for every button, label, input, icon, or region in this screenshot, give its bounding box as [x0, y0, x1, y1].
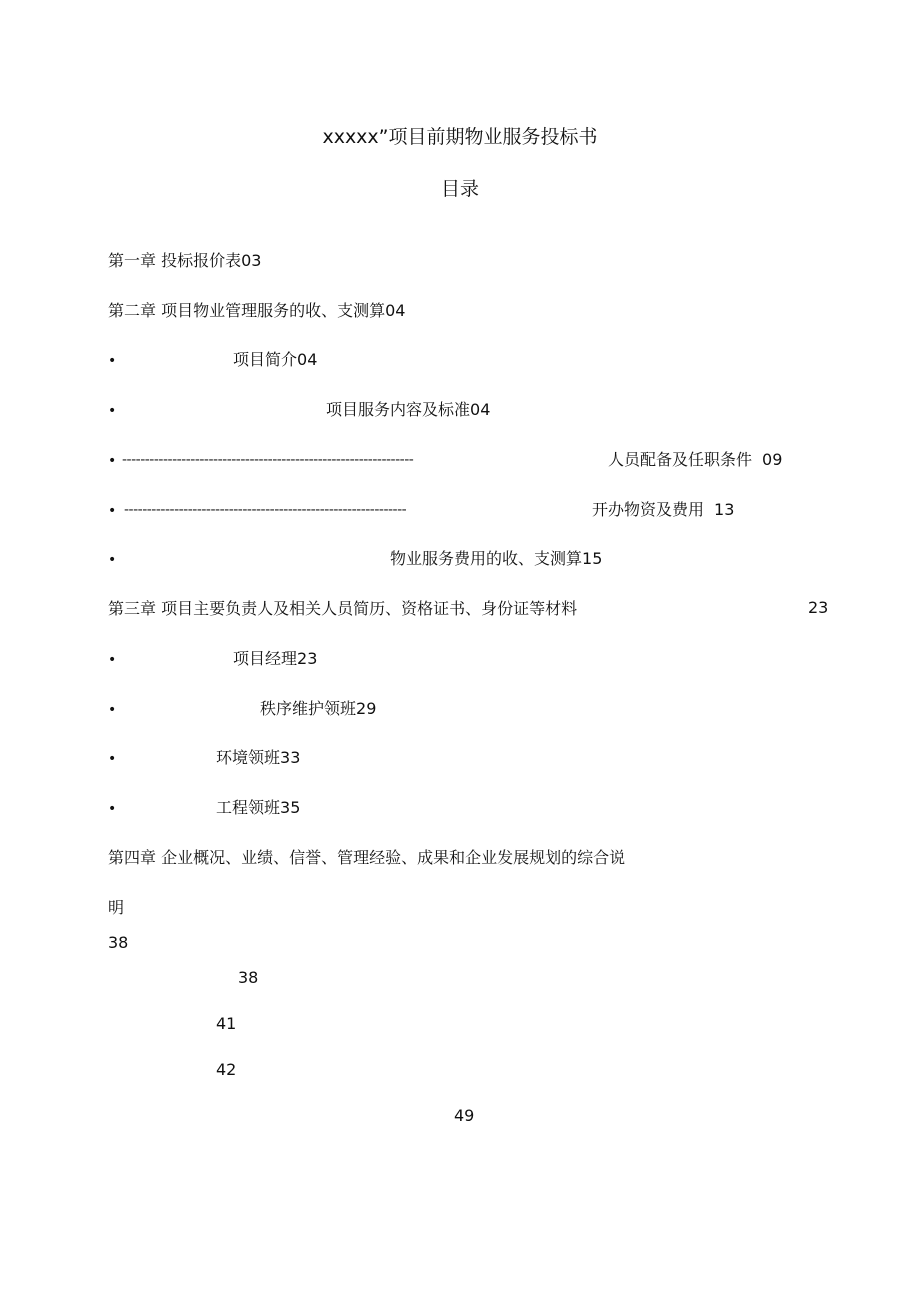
toc-item-page: 04 [470, 400, 491, 419]
toc-item-label: 项目服务内容及标准 [326, 400, 471, 419]
toc-entry-page: 04 [385, 301, 406, 320]
toc-item-label: 项目简介 [233, 350, 298, 369]
toc-entry-ch1[interactable] [108, 253, 261, 269]
list-bullet: • [108, 801, 117, 817]
toc-entry-page: 38 [108, 933, 129, 952]
toc-entry-label: 第一章 投标报价表 [108, 251, 242, 270]
list-bullet: • [108, 503, 117, 519]
toc-item-label: 秩序维护领班 [260, 699, 357, 718]
list-bullet: • [108, 702, 117, 718]
toc-item[interactable] [216, 800, 300, 816]
toc-item-page: 15 [582, 549, 603, 568]
toc-entry-ch4-continued: 明 [108, 898, 125, 917]
toc-entry-label: 第二章 项目物业管理服务的收、支测算 [108, 301, 386, 320]
toc-item-label: 项目经理 [233, 649, 298, 668]
toc-item-label: 开办物资及费用 [592, 500, 705, 519]
toc-item-page: 23 [297, 649, 318, 668]
list-bullet: • [108, 652, 117, 668]
page-number: 49 [454, 1106, 475, 1125]
list-bullet: • [108, 353, 117, 369]
toc-item[interactable] [233, 651, 317, 667]
toc-item[interactable] [592, 502, 734, 518]
toc-item-page: 33 [280, 748, 301, 767]
toc-item[interactable] [326, 402, 490, 418]
toc-entry-label: 第三章 项目主要负责人及相关人员简历、资格证书、身份证等材料 [108, 599, 578, 618]
toc-item-label: 环境领班 [216, 748, 281, 767]
document-title: xxxxx”项目前期物业服务投标书 [322, 126, 598, 148]
list-bullet: • [108, 453, 117, 469]
toc-item-page: 04 [297, 350, 318, 369]
page-number: 38 [238, 968, 259, 987]
toc-item-page: 35 [280, 798, 301, 817]
toc-item[interactable] [390, 551, 602, 567]
leader-dashes: ---------------------------------------------------------------- [122, 453, 414, 467]
toc-item[interactable] [216, 750, 300, 766]
toc-item[interactable] [260, 701, 376, 717]
leader-dashes: -------------------------------------------------------------- [124, 503, 407, 517]
list-bullet: • [108, 552, 117, 568]
toc-entry-ch3[interactable] [108, 601, 577, 617]
toc-item-label: 人员配备及任职条件 [608, 450, 753, 469]
toc-item-label: 工程领班 [216, 798, 281, 817]
toc-item-page: 29 [356, 699, 377, 718]
list-bullet: • [108, 751, 117, 767]
page-number: 41 [216, 1014, 237, 1033]
toc-item-page: 13 [714, 500, 735, 519]
page-number: 42 [216, 1060, 237, 1079]
toc-entry-ch4[interactable]: 第四章 企业概况、业绩、信誉、管理经验、成果和企业发展规划的综合说 [108, 848, 626, 867]
toc-heading: 目录 [440, 178, 479, 200]
toc-item[interactable] [608, 452, 782, 468]
toc-item-label: 物业服务费用的收、支测算 [390, 549, 583, 568]
toc-entry-page: 03 [241, 251, 262, 270]
toc-entry-ch2[interactable] [108, 303, 405, 319]
toc-entry-page: 23 [808, 598, 829, 617]
list-bullet: • [108, 403, 117, 419]
toc-item[interactable] [233, 352, 317, 368]
toc-item-page: 09 [762, 450, 783, 469]
